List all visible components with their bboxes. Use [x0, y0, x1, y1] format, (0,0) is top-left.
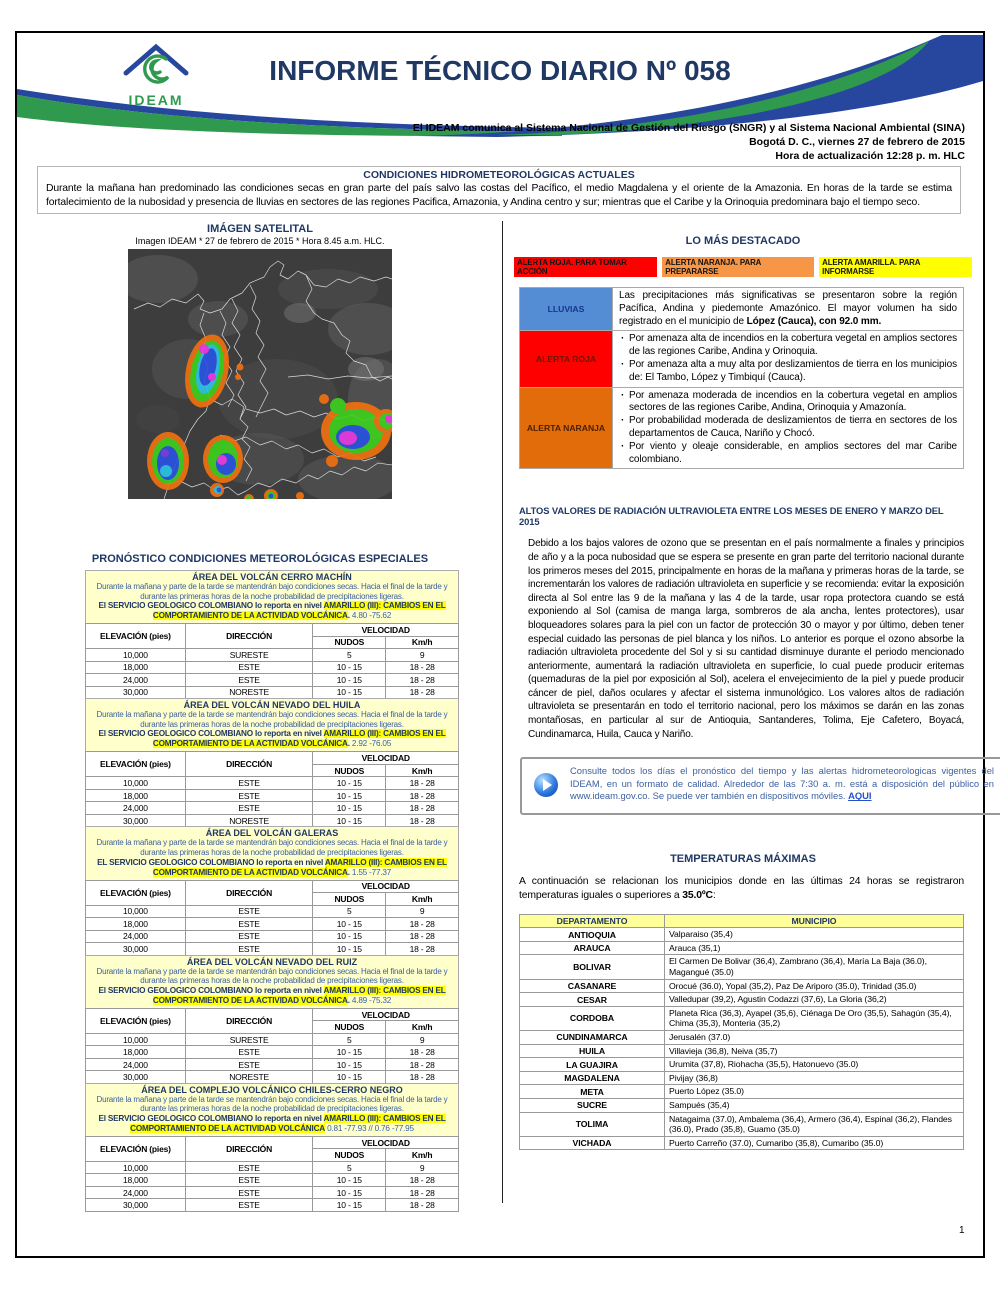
col-header: Km/h	[386, 764, 459, 777]
page-number: 1	[959, 1225, 965, 1236]
cell: ESTE	[185, 661, 313, 674]
highlights-title: LO MÁS DESTACADO	[685, 235, 801, 247]
table-row	[86, 1071, 459, 1084]
dept-cell: HUILA	[520, 1044, 665, 1058]
header-note-line2: Bogotá D. C., viernes 27 de febrero de 2015	[749, 136, 965, 148]
cell: SURESTE	[185, 649, 313, 662]
dept-cell: MAGDALENA	[520, 1071, 665, 1085]
cell: ESTE	[185, 1046, 313, 1059]
dept-cell: LA GUAJIRA	[520, 1058, 665, 1072]
table-row	[86, 1058, 459, 1071]
cell: 10 - 15	[313, 1186, 386, 1199]
col-header: NUDOS	[313, 893, 386, 906]
ideam-logo-label: IDEAM	[128, 92, 184, 108]
cell: 10 - 15	[313, 1071, 386, 1084]
col-header: DIRECCIÓN	[185, 752, 313, 777]
dept-cell: CESAR	[520, 993, 665, 1007]
consult-link[interactable]: AQUI	[848, 790, 872, 802]
table-row	[520, 1006, 964, 1030]
table-row	[86, 674, 459, 687]
wind-table	[85, 623, 459, 699]
volcano-coords: 1.55 -77.37	[349, 867, 392, 877]
volcano-report: El SERVICIO GEOLOGICO COLOMBIANO lo reporta en nivel AMARILLO (III): CAMBIOS EN EL COMPORTAMIENTO DE LA ACTIVIDAD VOLCÁNICA. 4.80 -75.62	[98, 601, 446, 621]
cell: 10 - 15	[313, 661, 386, 674]
table-row	[520, 1071, 964, 1085]
muni-cell: Urumita (37,8), Riohacha (35,5), Hatonuevo (35.0)	[665, 1058, 964, 1072]
cell: ESTE	[185, 789, 313, 802]
table-row	[86, 814, 459, 827]
bullet-item: · Por amenaza moderada de incendios en la cobertura vegetal en amplios sectores de las regiones Caribe, Andina, Orinoquia y Amazonía.	[619, 390, 957, 416]
cell: 18 - 28	[386, 943, 459, 956]
cell: NORESTE	[185, 686, 313, 699]
cell: 10 - 15	[313, 777, 386, 790]
volcano-desc: Durante la mañana y parte de la tarde se mantendrán bajo condiciones secas. Hacia el final de la tarde y durante las primeras horas de la noche probabilidad de precipitaciones ligeras.	[96, 710, 448, 729]
uv-body: Debido a los bajos valores de ozono que se presentan en el país normalmente a finales y principios de año y a la poca nubosidad que se espera se presente en gran parte del territorio nacional durante los primeros meses del 2015, principalmente en horas de la mañana y primeras horas de la tarde, se incrementarán los valores de radiación ultravioleta en superficie y se recomienda: evitar la exposición directa al Sol entre las 9 de la mañana y las 4 de la tarde, usar ropa protectora cuando se está exponiendo al Sol (camisa de manga larga, sombreros de ala ancha, lentes protectores), usar bloqueadores solares para la piel con un factor de protección 30 o mayor y por último, deben tener especial cuidado las personas de piel blanca y los niños. Lo anterior es porque el ozono absorbe la radiación ultravioleta procedente del Sol y si su cantidad disminuye durante el periodo mencionado anteriormente, aumentará la radiación ultravioleta en superficie, lo cual puede producir eritemas (quemaduras de la piel por exposición al Sol), acelera el envejecimiento de la piel y puede producir cáncer de piel, daños oculares y afectar el sistema inmunológico. Los valores altos de radiación ultravioleta se presentarán en todo el territorio nacional, pero los máximos se darán en las zonas montañosas, en particular al sur de Antioquia, Santanderes, Tolima, Eje Cafetero, Boyacá, Cundinamarca, Huila, Cauca y Nariño.	[528, 538, 964, 740]
cell: 18 - 28	[386, 1186, 459, 1199]
table-row	[86, 918, 459, 931]
cell: 10 - 15	[313, 1058, 386, 1071]
lluvias-bold: López (Cauca), con 92.0 mm.	[746, 315, 882, 327]
cell: 9	[386, 1033, 459, 1046]
volcano-section-header	[85, 955, 459, 1009]
cell: 30,000	[86, 1199, 186, 1212]
table-row	[520, 928, 964, 942]
forecast-title: PRONÓSTICO CONDICIONES METEOROLÓGICAS ESPECIALES	[91, 553, 429, 565]
cell: ESTE	[185, 1199, 313, 1212]
cell: 10,000	[86, 649, 186, 662]
wind-table	[85, 1136, 459, 1212]
table-row	[520, 993, 964, 1007]
col-header: DIRECCIÓN	[185, 1008, 313, 1033]
dept-cell: CASANARE	[520, 979, 665, 993]
table-row	[86, 943, 459, 956]
conditions-title: CONDICIONES HIDROMETEOROLÓGICAS ACTUALES	[363, 169, 635, 181]
col-header: NUDOS	[313, 764, 386, 777]
cell: 10 - 15	[313, 814, 386, 827]
table-row	[520, 1058, 964, 1072]
cell: NORESTE	[185, 814, 313, 827]
cell: 10,000	[86, 1033, 186, 1046]
conditions-body: Durante la mañana han predominado las condiciones secas en gran parte del país salvo las costas del Pacífico, el medio Magdalena y el oriente de la Amazonia. En horas de la tarde se estima fortalecimiento de la nubosidad y presencia de lluvias en sectores de las regiones Pacifica, Amazonia, y Andina centro y sur; mientras que el Caribe y la Orinoquia predominara bajo el tiempo seco.	[46, 183, 952, 208]
col-header: ELEVACIÓN (pies)	[86, 752, 186, 777]
conditions-box	[37, 166, 961, 214]
cell: 10 - 15	[313, 943, 386, 956]
volcano-section-header	[85, 698, 459, 752]
alert-label-naranja: ALERTA NARANJA	[520, 387, 613, 469]
cell: 30,000	[86, 943, 186, 956]
col-header: ELEVACIÓN (pies)	[86, 1008, 186, 1033]
col-header-dept: DEPARTAMENTO	[520, 915, 665, 928]
table-row	[86, 1161, 459, 1174]
alert-level-highlight: AMARILLO (III): CAMBIOS EN EL COMPORTAMIENTO DE LA ACTIVIDAD VOLCÁNICA	[152, 729, 446, 749]
cell: 24,000	[86, 1058, 186, 1071]
table-row	[520, 1044, 964, 1058]
cell: 18,000	[86, 1046, 186, 1059]
cell: NORESTE	[185, 1071, 313, 1084]
table-row	[86, 802, 459, 815]
satellite-title: IMÁGEN SATELITAL	[207, 223, 313, 235]
cell: 5	[313, 1161, 386, 1174]
table-row	[520, 1031, 964, 1045]
col-header: NUDOS	[313, 1021, 386, 1034]
dept-cell: ARAUCA	[520, 941, 665, 955]
cell: ESTE	[185, 905, 313, 918]
col-header: VELOCIDAD	[313, 880, 459, 893]
dept-cell: CUNDINAMARCA	[520, 1031, 665, 1045]
table-row	[86, 905, 459, 918]
muni-cell: Sampués (35,4)	[665, 1098, 964, 1112]
volcano-title: ÁREA DEL VOLCÁN NEVADO DEL RUIZ	[186, 956, 358, 967]
dept-cell: TOLIMA	[520, 1112, 665, 1136]
cell: 30,000	[86, 686, 186, 699]
wind-table	[85, 751, 459, 827]
muni-cell: Pivijay (36,8)	[665, 1071, 964, 1085]
muni-cell: Orocué (36.0), Yopal (35,2), Paz De Ariporo (35.0), Trinidad (35.0)	[665, 979, 964, 993]
volcano-report: El SERVICIO GEOLOGICO COLOMBIANO lo reporta en nivel AMARILLO (III): CAMBIOS EN EL COMPORTAMIENTO DE LA ACTIVIDAD VOLCÁNICA 0.81 -77.93 // 0.76 -77.95	[98, 1113, 446, 1133]
volcano-section-header	[85, 1083, 459, 1137]
cell: 18 - 28	[386, 918, 459, 931]
col-header: ELEVACIÓN (pies)	[86, 880, 186, 905]
legend-item-orange: ALERTA NARANJA. PARA PREPARARSE	[662, 257, 814, 277]
alert-text	[613, 387, 964, 469]
muni-cell: Villavieja (36,8), Neiva (35,7)	[665, 1044, 964, 1058]
table-row	[86, 1199, 459, 1212]
alerts-table	[519, 287, 964, 469]
satellite-image	[128, 249, 392, 499]
table-row	[86, 1186, 459, 1199]
volcano-coords: 4.80 -75.62	[349, 611, 392, 621]
table-row	[86, 777, 459, 790]
cell: ESTE	[185, 777, 313, 790]
dept-cell: SUCRE	[520, 1098, 665, 1112]
consult-box	[520, 757, 1000, 815]
bullet-item: · Por amenaza alta a muy alta por deslizamientos de tierra en los municipios de: El Tambo, López y Timbiquí (Cauca).	[619, 359, 957, 385]
wind-table	[85, 880, 459, 956]
table-row	[86, 1174, 459, 1187]
volcano-coords: 0.81 -77.93 // 0.76 -77.95	[325, 1123, 414, 1133]
col-header: NUDOS	[313, 1149, 386, 1162]
right-column	[514, 223, 994, 1150]
uv-title: ALTOS VALORES DE RADIACIÓN ULTRAVIOLETA ENTRE LOS MESES DE ENERO Y MARZO DEL 2015	[519, 505, 944, 528]
alert-level-highlight: AMARILLO (III): CAMBIOS EN EL COMPORTAMIENTO DE LA ACTIVIDAD VOLCÁNICA	[152, 601, 446, 621]
legend-item-red: ALERTA ROJA. PARA TOMAR ACCIÓN	[514, 257, 657, 277]
cell: 18 - 28	[386, 777, 459, 790]
cell: 18 - 28	[386, 789, 459, 802]
table-row	[520, 941, 964, 955]
consult-text: Consulte todos los días el pronóstico del tiempo y las alertas hidrometeorologicas vigentes del IDEAM, en un formato de calidad. Alrededor de las 7:30 a. m. está a disposición del público en www.ideam.gov.co. Se puede ver también en dispositivos móviles. AQUI	[570, 765, 994, 802]
cell: 18 - 28	[386, 661, 459, 674]
cell: 24,000	[86, 674, 186, 687]
cell: 10 - 15	[313, 1174, 386, 1187]
volcano-title: ÁREA DEL VOLCÁN NEVADO DEL HUILA	[183, 700, 361, 711]
cell: ESTE	[185, 674, 313, 687]
cell: ESTE	[185, 1186, 313, 1199]
bullet-item: · Por amenaza alta de incendios en la cobertura vegetal en amplios sectores de las regiones Caribe, Andina y Orinoquia.	[619, 333, 957, 359]
col-header-muni: MUNICIPIO	[665, 915, 964, 928]
cell: 10,000	[86, 1161, 186, 1174]
legend-item-yellow: ALERTA AMARILLA. PARA INFORMARSE	[819, 257, 972, 277]
dept-cell: CORDOBA	[520, 1006, 665, 1030]
cell: 18 - 28	[386, 674, 459, 687]
col-header: DIRECCIÓN	[185, 624, 313, 649]
col-header: VELOCIDAD	[313, 624, 459, 637]
cell: 10 - 15	[313, 686, 386, 699]
muni-cell: Planeta Rica (36,3), Ayapel (35,6), Ciénaga De Oro (35,5), Sahagún (35,4), Chima (35,3), Monteria (35,2)	[665, 1006, 964, 1030]
cell: ESTE	[185, 802, 313, 815]
col-header: ELEVACIÓN (pies)	[86, 624, 186, 649]
col-header: Km/h	[386, 893, 459, 906]
volcano-section-header	[85, 570, 459, 624]
cell: 5	[313, 649, 386, 662]
report-page	[15, 31, 994, 1258]
volcano-title: ÁREA DEL VOLCÁN CERRO MACHÍN	[192, 572, 352, 582]
col-header: NUDOS	[313, 636, 386, 649]
volcano-report: El SERVICIO GEOLOGICO COLOMBIANO lo reporta en nivel AMARILLO (III): CAMBIOS EN EL COMPORTAMIENTO DE LA ACTIVIDAD VOLCÁNICA. 4.89 -75.32	[98, 985, 446, 1005]
cell: 5	[313, 905, 386, 918]
volcano-desc: Durante la mañana y parte de la tarde se mantendrán bajo condiciones secas. Hacia el final de la tarde y durante las primeras horas de la noche probabilidad de precipitaciones ligeras.	[96, 1094, 448, 1114]
table-row	[520, 1136, 964, 1150]
cell: 9	[386, 649, 459, 662]
col-header: DIRECCIÓN	[185, 1136, 313, 1161]
cell: 30,000	[86, 814, 186, 827]
wind-table	[85, 1008, 459, 1084]
table-row	[520, 1085, 964, 1099]
muni-cell: El Carmen De Bolivar (36,4), Zambrano (36,4), María La Baja (36.0), Magangué (35.0)	[665, 955, 964, 979]
cell: 18,000	[86, 661, 186, 674]
volcano-report: El SERVICIO GEOLOGICO COLOMBIANO lo reporta en nivel AMARILLO (III): CAMBIOS EN EL COMPORTAMIENTO DE LA ACTIVIDAD VOLCÁNICA. 2.92 -76.05	[98, 729, 446, 749]
alert-row-roja	[520, 331, 964, 387]
cell: 18 - 28	[386, 1046, 459, 1059]
cell: ESTE	[185, 943, 313, 956]
alert-label-lluvias: LLUVIAS	[520, 288, 613, 331]
header-notes	[413, 121, 965, 163]
cell: ESTE	[185, 1058, 313, 1071]
report-title: INFORME TÉCNICO DIARIO Nº 058	[269, 55, 731, 86]
muni-cell: Valparaiso (35,4)	[665, 928, 964, 942]
cell: 18,000	[86, 789, 186, 802]
alert-level-highlight: AMARILLO (III): CAMBIOS EN EL COMPORTAMIENTO DE LA ACTIVIDAD VOLCÁNICA	[152, 857, 447, 877]
satellite-caption: Imagen IDEAM * 27 de febrero de 2015 * Hora 8.45 a.m. HLC.	[135, 236, 385, 246]
play-icon	[534, 773, 558, 797]
muni-cell: Arauca (35,1)	[665, 941, 964, 955]
alert-level-highlight: AMARILLO (III): CAMBIOS EN EL COMPORTAMIENTO DE LA ACTIVIDAD VOLCÁNICA	[130, 1113, 446, 1133]
dept-cell: VICHADA	[520, 1136, 665, 1150]
table-row	[86, 1033, 459, 1046]
volcano-title: ÁREA DEL VOLCÁN GALERAS	[205, 828, 339, 839]
volcano-title: ÁREA DEL COMPLEJO VOLCÁNICO CHILES-CERRO NEGRO	[141, 1084, 403, 1095]
col-header: VELOCIDAD	[313, 752, 459, 765]
cell: SURESTE	[185, 1033, 313, 1046]
temps-intro: A continuación se relacionan los municipios donde en las últimas 24 horas se registraron temperaturas iguales o superiores a 35.0ºC:	[519, 876, 964, 901]
header-note-line1: El IDEAM comunica al Sistema Nacional de Gestión del Riesgo (SNGR) y al Sistema Nacional Ambiental (SINA)	[412, 122, 965, 134]
volcano-desc: Durante la mañana y parte de la tarde se mantendrán bajo condiciones secas. Hacia el final de la tarde y durante las primeras horas de la noche probabilidad de precipitaciones ligeras.	[96, 838, 448, 857]
dept-cell: META	[520, 1085, 665, 1099]
left-column	[25, 223, 495, 1212]
cell: 24,000	[86, 1186, 186, 1199]
muni-cell: Puerto Carreño (37.0), Cumaribo (35,8), Cumaribo (35.0)	[665, 1136, 964, 1150]
cell: 18 - 28	[386, 930, 459, 943]
alert-label-roja: ALERTA ROJA	[520, 331, 613, 387]
table-row	[520, 1112, 964, 1136]
table-row	[520, 979, 964, 993]
cell: 18 - 28	[386, 1199, 459, 1212]
cell: 24,000	[86, 930, 186, 943]
cell: 10 - 15	[313, 918, 386, 931]
volcano-coords: 4.89 -75.32	[349, 995, 392, 1005]
col-header: ELEVACIÓN (pies)	[86, 1136, 186, 1161]
cell: 9	[386, 1161, 459, 1174]
ideam-logo	[112, 39, 200, 111]
col-header: VELOCIDAD	[313, 1008, 459, 1021]
volcano-desc: Durante la mañana y parte de la tarde se mantendrán bajo condiciones secas. Hacia el final de la tarde y durante las primeras horas de la noche probabilidad de precipitaciones ligeras.	[96, 966, 448, 986]
muni-cell: Puerto López (35.0)	[665, 1085, 964, 1099]
table-row	[86, 661, 459, 674]
volcano-section-header	[85, 826, 459, 880]
cell: 10 - 15	[313, 674, 386, 687]
volcano-coords: 2.92 -76.05	[349, 739, 392, 749]
muni-cell: Natagaima (37.0), Ambalema (36,4), Armero (36,4), Espinal (36,2), Flandes (36.0), Prado (35,8), Guamo (35.0)	[665, 1112, 964, 1136]
cell: 30,000	[86, 1071, 186, 1084]
volcano-report: EL SERVICIO GEOLOGICO COLOMBIANO lo reporta en nivel AMARILLO (III): CAMBIOS EN EL COMPORTAMIENTO DE LA ACTIVIDAD VOLCÁNICA. 1.55 -77.37	[97, 857, 447, 877]
cell: 18 - 28	[386, 1071, 459, 1084]
cell: ESTE	[185, 918, 313, 931]
cell: 5	[313, 1033, 386, 1046]
cell: 18,000	[86, 918, 186, 931]
cell: 10,000	[86, 905, 186, 918]
cell: 10 - 15	[313, 789, 386, 802]
table-row	[86, 789, 459, 802]
threshold-value: 35.0ºC	[682, 889, 713, 901]
volcano-forecast-block	[85, 570, 459, 1212]
cell: 10 - 15	[313, 930, 386, 943]
cell: 18 - 28	[386, 1058, 459, 1071]
table-row	[520, 1098, 964, 1112]
cell: 18 - 28	[386, 814, 459, 827]
table-row	[86, 649, 459, 662]
cell: 10 - 15	[313, 1046, 386, 1059]
cell: 9	[386, 905, 459, 918]
cell: 18 - 28	[386, 802, 459, 815]
table-row	[520, 955, 964, 979]
volcano-desc: Durante la mañana y parte de la tarde se mantendrán bajo condiciones secas. Hacia el final de la tarde y durante las primeras horas de la noche probabilidad de precipitaciones ligeras.	[96, 582, 448, 601]
dept-cell: BOLIVAR	[520, 955, 665, 979]
alert-legend	[514, 257, 972, 277]
cell: 10 - 15	[313, 1199, 386, 1212]
cell: 24,000	[86, 802, 186, 815]
muni-cell: Valledupar (39,2), Agustin Codazzi (37,6), La Gloria (36,2)	[665, 993, 964, 1007]
column-divider	[502, 221, 503, 1203]
muni-cell: Jerusalén (37.0)	[665, 1031, 964, 1045]
ideam-logo-icon	[112, 39, 200, 91]
header-note-line3: Hora de actualización 12:28 p. m. HLC	[775, 150, 965, 162]
alert-text: Las precipitaciones más significativas se presentaron sobre la región Pacífica, Andina y piedemonte Amazónico. El mayor volumen ha sido registrado en el municipio de López (Cauca), con 92.0 mm.	[613, 288, 964, 331]
cell: 18,000	[86, 1174, 186, 1187]
cell: 10,000	[86, 777, 186, 790]
table-row	[86, 686, 459, 699]
alert-level-highlight: AMARILLO (III): CAMBIOS EN EL COMPORTAMIENTO DE LA ACTIVIDAD VOLCÁNICA	[152, 985, 446, 1005]
dept-cell: ANTIOQUIA	[520, 928, 665, 942]
cell: ESTE	[185, 930, 313, 943]
col-header: VELOCIDAD	[313, 1136, 459, 1149]
cell: 10 - 15	[313, 802, 386, 815]
bullet-item: · Por viento y oleaje considerable, en amplios sectores del mar Caribe colombiano.	[619, 441, 957, 467]
cell: 18 - 28	[386, 686, 459, 699]
alert-row-lluvias	[520, 288, 964, 331]
cell: ESTE	[185, 1161, 313, 1174]
bullet-item: · Por probabilidad moderada de deslizamientos de tierra en sectores de los departamentos de Cauca, Nariño y Chocó.	[619, 415, 957, 441]
col-header: Km/h	[386, 636, 459, 649]
temps-table	[519, 914, 964, 1150]
col-header: DIRECCIÓN	[185, 880, 313, 905]
table-row	[86, 930, 459, 943]
table-row	[86, 1046, 459, 1059]
alert-text	[613, 331, 964, 387]
col-header: Km/h	[386, 1149, 459, 1162]
col-header: Km/h	[386, 1021, 459, 1034]
temps-title: TEMPERATURAS MÁXIMAS	[670, 853, 816, 866]
cell: 18 - 28	[386, 1174, 459, 1187]
alert-row-naranja	[520, 387, 964, 469]
cell: ESTE	[185, 1174, 313, 1187]
